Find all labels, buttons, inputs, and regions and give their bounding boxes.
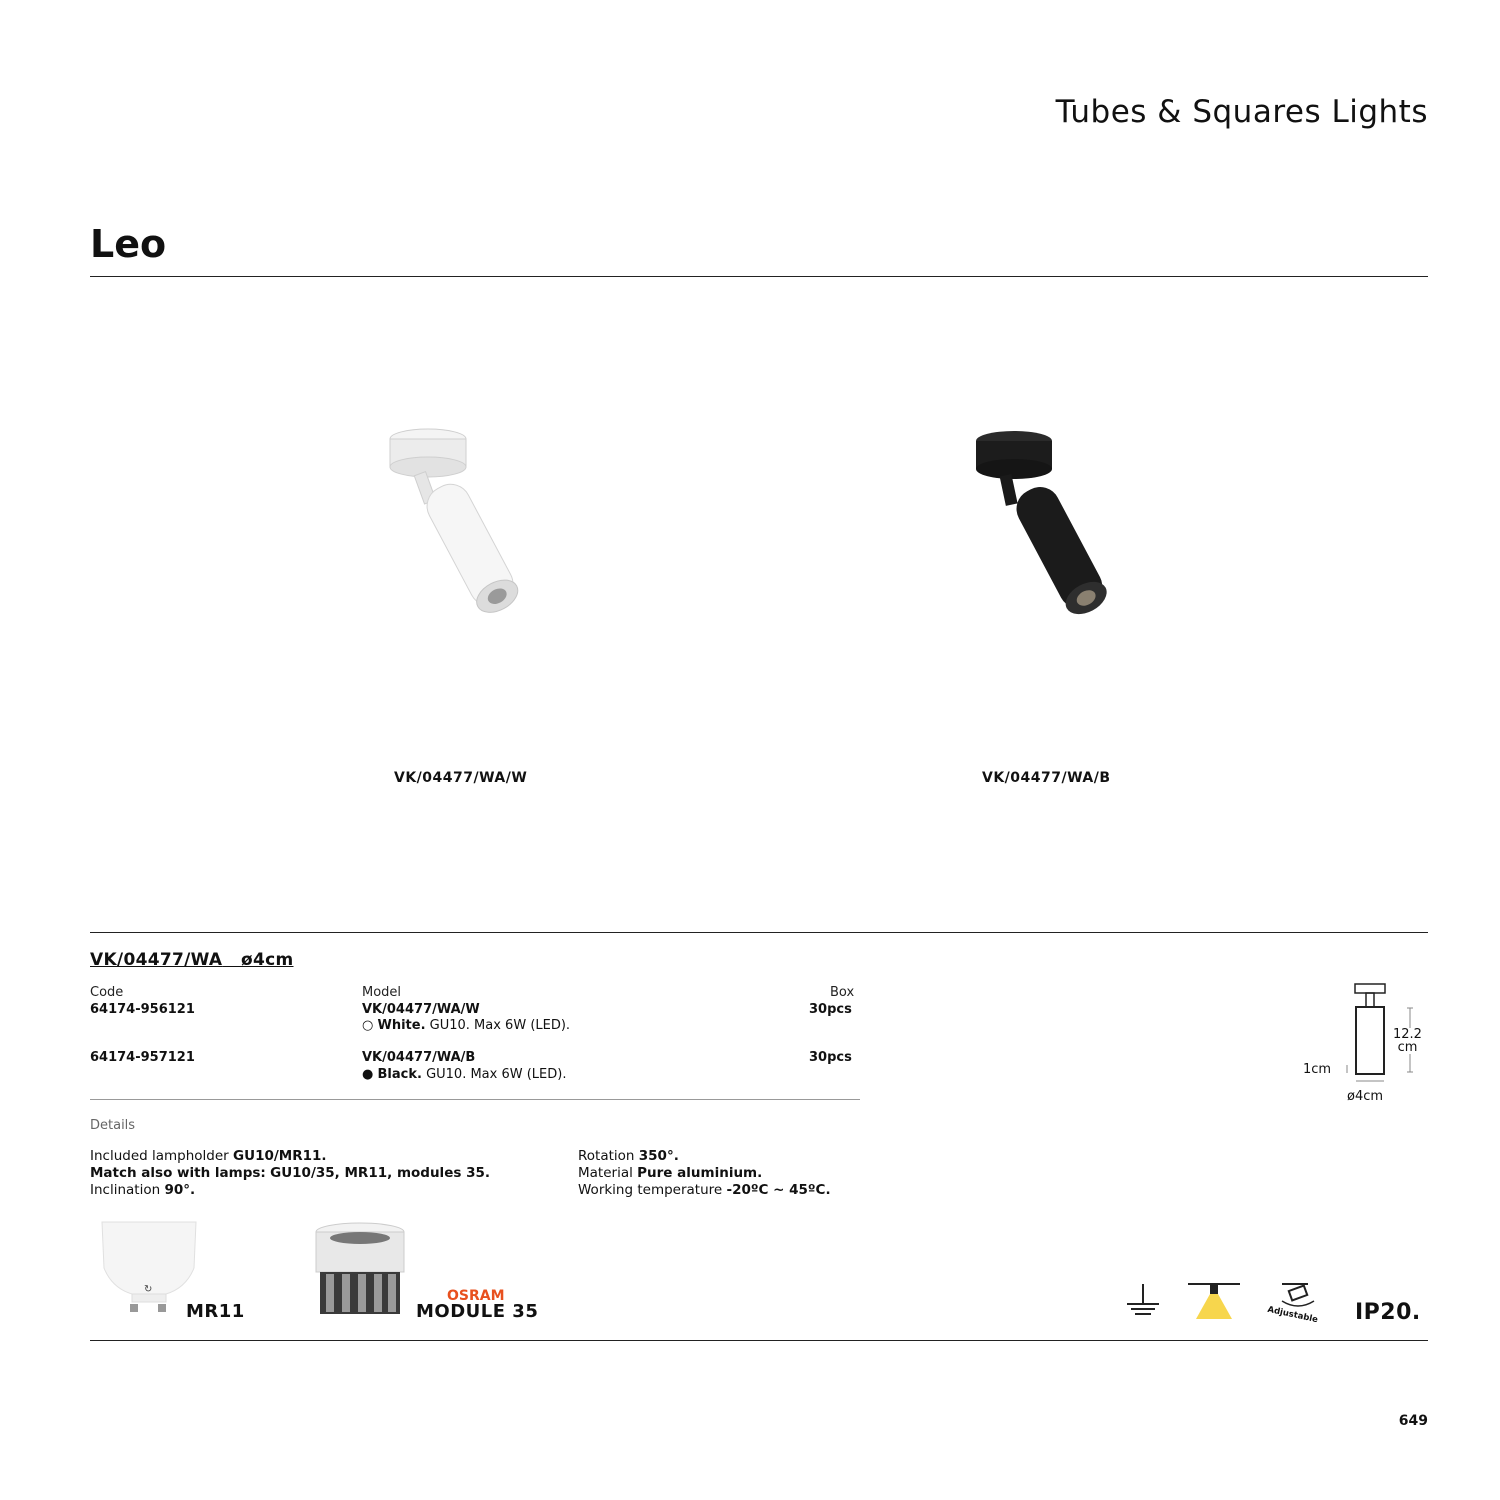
caption-white: VK/04477/WA/W (394, 770, 528, 786)
ip-rating: IP20. (1355, 1300, 1421, 1325)
box-heading: Box (830, 985, 855, 1000)
detail-line: Material Pure aluminium. (578, 1165, 763, 1181)
ground-icon (1124, 1282, 1162, 1318)
section-title: Tubes & Squares Lights (1055, 94, 1428, 130)
detail-line: Working temperature -20ºC ~ 45ºC. (578, 1182, 831, 1198)
details-left (90, 1148, 490, 1199)
detail-line: Match also with lamps: GU10/35, MR11, modules 35. (90, 1165, 490, 1181)
dimension-diameter: ø4cm (1347, 1089, 1384, 1104)
bottom-divider (90, 1340, 1428, 1341)
family-code: VK/04477/WA (90, 950, 223, 970)
caption-black: VK/04477/WA/B (982, 770, 1111, 786)
svg-text:↻: ↻ (144, 1284, 153, 1295)
dimension-base: 1cm (1303, 1062, 1332, 1077)
row-model: VK/04477/WA/W (362, 1002, 480, 1017)
color-swatch-white: ○ (362, 1018, 374, 1033)
dimension-height: 12.2 cm (1393, 1027, 1422, 1055)
detail-line: Inclination 90°. (90, 1182, 196, 1198)
spec-divider (90, 932, 1428, 933)
lamp-spec: GU10. Max 6W (LED). (429, 1018, 571, 1033)
light-beam-icon (1186, 1281, 1242, 1321)
color-swatch-black: ● (362, 1067, 374, 1082)
page-number: 649 (1398, 1413, 1428, 1429)
details-divider (90, 1099, 860, 1100)
code-heading: Code (90, 985, 124, 1000)
family-diameter: ø4cm (241, 950, 294, 970)
osram-brand: OSRAM (447, 1288, 505, 1304)
color-name: White. (377, 1018, 426, 1033)
product-image-black (958, 425, 1158, 625)
color-name: Black. (377, 1067, 422, 1082)
details-right (578, 1148, 831, 1199)
product-image-white (370, 425, 570, 625)
product-name: Leo (90, 222, 167, 266)
row-code: 64174-956121 (90, 1002, 195, 1017)
row-description (362, 1018, 570, 1033)
row-description (362, 1067, 566, 1082)
detail-line: Rotation 350°. (578, 1148, 679, 1164)
module35-icon (312, 1222, 408, 1318)
row-box: 30pcs (809, 1050, 852, 1065)
row-model: VK/04477/WA/B (362, 1050, 476, 1065)
model-heading: Model (362, 985, 402, 1000)
title-divider (90, 276, 1428, 277)
lamp-spec: GU10. Max 6W (LED). (426, 1067, 567, 1082)
adjustable-label: Adjustable (1266, 1304, 1319, 1326)
spec-heading (90, 950, 294, 970)
detail-line: Included lampholder GU10/MR11. (90, 1148, 327, 1164)
row-box: 30pcs (809, 1002, 852, 1017)
mr11-label: MR11 (186, 1301, 245, 1322)
details-heading: Details (90, 1118, 136, 1133)
row-code: 64174-957121 (90, 1050, 195, 1065)
module35-label: MODULE 35 (416, 1301, 539, 1322)
